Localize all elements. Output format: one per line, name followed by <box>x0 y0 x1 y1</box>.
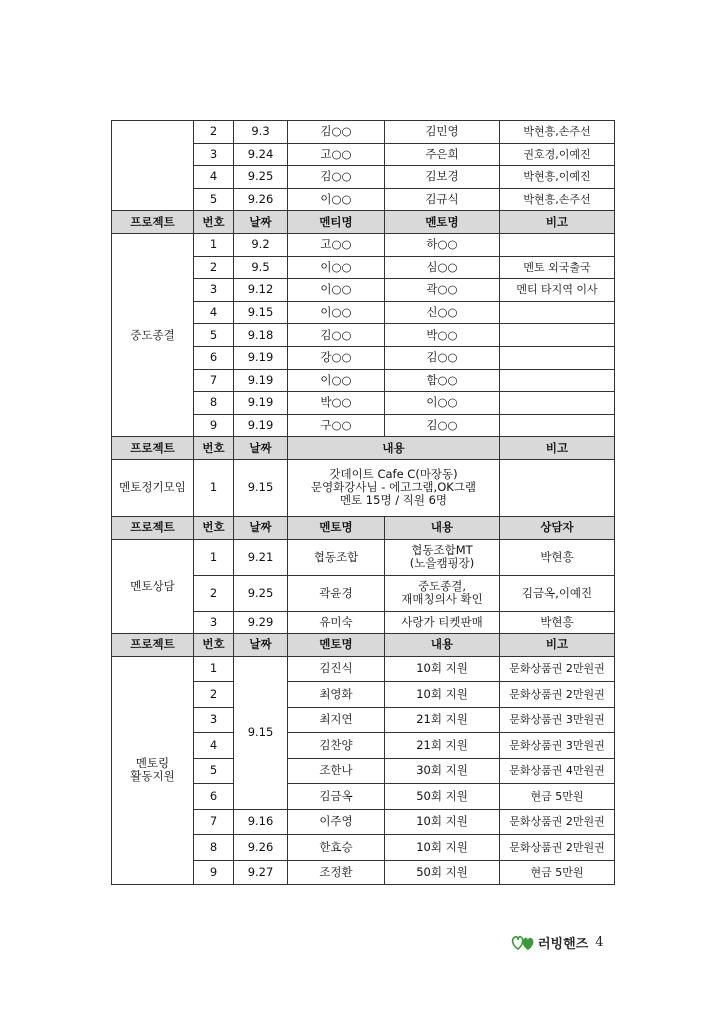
project-cell: 멘토상담 <box>112 539 194 634</box>
header-cell: 내용 <box>385 634 500 657</box>
header-cell: 프로젝트 <box>112 516 194 539</box>
no-cell: 3 <box>194 143 234 166</box>
mentor-cell: 유미숙 <box>288 611 385 634</box>
date-cell: 9.26 <box>234 188 288 211</box>
header-cell: 날짜 <box>234 516 288 539</box>
date-cell: 9.19 <box>234 414 288 437</box>
mentor-cell: 협동조합 <box>288 539 385 575</box>
note-cell <box>500 392 615 415</box>
note-cell: 문화상품권 2만원권 <box>500 835 615 861</box>
header-cell: 번호 <box>194 516 234 539</box>
header-row <box>112 634 615 657</box>
cell-line: 재매칭의사 확인 <box>401 592 483 606</box>
header-cell: 프로젝트 <box>112 437 194 460</box>
mentor-cell: 조정환 <box>288 860 385 884</box>
cell-line: 중도종결, <box>417 579 467 593</box>
header-cell: 번호 <box>194 211 234 234</box>
no-cell: 6 <box>194 784 234 810</box>
no-cell: 3 <box>194 279 234 302</box>
no-cell: 7 <box>194 369 234 392</box>
cell-line: 문영화강사님 - 에고그램,OK그램 <box>310 480 477 495</box>
counselor-cell: 박현흥 <box>500 611 615 634</box>
mentor-cell: 김규식 <box>385 188 500 211</box>
note-cell <box>500 369 615 392</box>
mentor-cell: 한효승 <box>288 835 385 861</box>
header-cell: 멘토명 <box>288 634 385 657</box>
note-cell <box>500 414 615 437</box>
content-cell: 50회 지원 <box>385 860 500 884</box>
note-cell: 문화상품권 2만원권 <box>500 809 615 835</box>
mentor-cell: 박○○ <box>385 324 500 347</box>
mentee-cell: 박○○ <box>288 392 385 415</box>
header-cell: 날짜 <box>234 634 288 657</box>
header-cell: 내용 <box>288 437 500 460</box>
no-cell: 4 <box>194 733 234 759</box>
note-cell: 멘티 타지역 이사 <box>500 279 615 302</box>
header-row <box>112 437 615 460</box>
table-row <box>112 656 615 682</box>
date-cell: 9.21 <box>234 539 288 575</box>
mentee-cell: 이○○ <box>288 301 385 324</box>
brand-name: 러빙핸즈 <box>538 936 589 952</box>
no-cell: 9 <box>194 414 234 437</box>
date-cell: 9.29 <box>234 611 288 634</box>
date-cell: 9.5 <box>234 256 288 279</box>
date-cell: 9.24 <box>234 143 288 166</box>
header-cell: 날짜 <box>234 211 288 234</box>
no-cell: 8 <box>194 392 234 415</box>
mentee-cell: 이○○ <box>288 369 385 392</box>
table-row <box>112 233 615 256</box>
header-cell: 비고 <box>500 211 615 234</box>
content-cell <box>385 611 500 634</box>
cell-line: (노을캠핑장) <box>409 556 475 570</box>
note-cell <box>500 233 615 256</box>
note-cell <box>500 301 615 324</box>
mentee-cell: 이○○ <box>288 188 385 211</box>
date-cell: 9.26 <box>234 835 288 861</box>
note-cell: 문화상품권 2만원권 <box>500 682 615 708</box>
no-cell: 2 <box>194 575 234 611</box>
header-cell: 상담자 <box>500 516 615 539</box>
content-cell: 10회 지원 <box>385 835 500 861</box>
mentor-cell: 곽윤경 <box>288 575 385 611</box>
note-cell: 현금 5만원 <box>500 860 615 884</box>
mentor-cell: 주은희 <box>385 143 500 166</box>
no-cell: 3 <box>194 707 234 733</box>
no-cell: 4 <box>194 166 234 189</box>
no-cell: 2 <box>194 121 234 144</box>
mentoring-report-table <box>111 120 615 885</box>
mentor-cell: 심○○ <box>385 256 500 279</box>
content-cell: 30회 지원 <box>385 758 500 784</box>
table-row <box>112 459 615 516</box>
date-cell: 9.19 <box>234 346 288 369</box>
date-cell: 9.15 <box>234 459 288 516</box>
header-cell: 프로젝트 <box>112 211 194 234</box>
header-cell: 내용 <box>385 516 500 539</box>
note-cell: 박현흥,손주선 <box>500 188 615 211</box>
no-cell: 9 <box>194 860 234 884</box>
mentor-cell: 이주영 <box>288 809 385 835</box>
mentor-cell: 김민영 <box>385 121 500 144</box>
header-row <box>112 211 615 234</box>
note-cell: 문화상품권 4만원권 <box>500 758 615 784</box>
project-cell <box>112 121 194 211</box>
no-cell: 3 <box>194 611 234 634</box>
note-cell: 문화상품권 3만원권 <box>500 707 615 733</box>
mentor-cell: 이○○ <box>385 392 500 415</box>
no-cell: 7 <box>194 809 234 835</box>
no-cell: 5 <box>194 324 234 347</box>
header-cell: 비고 <box>500 437 615 460</box>
date-cell: 9.19 <box>234 392 288 415</box>
project-cell: 멘토정기모임 <box>112 459 194 516</box>
mentor-cell: 최지연 <box>288 707 385 733</box>
no-cell: 8 <box>194 835 234 861</box>
cell-line: 활동지원 <box>130 769 175 784</box>
header-row <box>112 516 615 539</box>
mentee-cell: 이○○ <box>288 279 385 302</box>
date-cell: 9.2 <box>234 233 288 256</box>
date-cell: 9.18 <box>234 324 288 347</box>
no-cell: 2 <box>194 682 234 708</box>
hands-logo-icon <box>511 933 535 951</box>
content-cell: 10회 지원 <box>385 656 500 682</box>
no-cell: 4 <box>194 301 234 324</box>
mentor-cell: 김찬양 <box>288 733 385 759</box>
no-cell: 1 <box>194 656 234 682</box>
content-cell <box>385 575 500 611</box>
no-cell: 1 <box>194 539 234 575</box>
mentee-cell: 김○○ <box>288 121 385 144</box>
header-cell: 멘토명 <box>385 211 500 234</box>
note-cell: 문화상품권 3만원권 <box>500 733 615 759</box>
no-cell: 1 <box>194 459 234 516</box>
cell-line: 멘토링 <box>135 756 170 771</box>
mentee-cell: 김○○ <box>288 166 385 189</box>
page-number: 4 <box>595 934 604 950</box>
date-cell: 9.3 <box>234 121 288 144</box>
no-cell: 2 <box>194 256 234 279</box>
content-cell: 21회 지원 <box>385 707 500 733</box>
mentor-cell: 최영화 <box>288 682 385 708</box>
date-cell: 9.15 <box>234 301 288 324</box>
content-cell: 21회 지원 <box>385 733 500 759</box>
mentee-cell: 강○○ <box>288 346 385 369</box>
mentor-cell: 조한나 <box>288 758 385 784</box>
counselor-cell: 박현흥 <box>500 539 615 575</box>
no-cell: 5 <box>194 758 234 784</box>
date-cell: 9.15 <box>234 656 288 809</box>
counselor-cell: 김금옥,이예진 <box>500 575 615 611</box>
report-table-body <box>112 121 615 885</box>
cell-line: 협동조합MT <box>411 543 473 557</box>
mentee-cell: 고○○ <box>288 233 385 256</box>
date-cell: 9.27 <box>234 860 288 884</box>
mentee-cell: 구○○ <box>288 414 385 437</box>
note-cell <box>500 459 615 516</box>
cell-line: 멘토 15명 / 직원 6명 <box>339 493 448 508</box>
content-cell: 10회 지원 <box>385 809 500 835</box>
cell-line: 갓데이트 Cafe C(마장동) <box>329 467 458 482</box>
date-cell: 9.12 <box>234 279 288 302</box>
date-cell: 9.25 <box>234 575 288 611</box>
content-cell: 50회 지원 <box>385 784 500 810</box>
table-row <box>112 539 615 575</box>
mentor-cell: 신○○ <box>385 301 500 324</box>
header-cell: 번호 <box>194 634 234 657</box>
header-cell: 날짜 <box>234 437 288 460</box>
note-cell: 권호경,이예진 <box>500 143 615 166</box>
mentor-cell: 김보경 <box>385 166 500 189</box>
page-footer <box>511 931 604 953</box>
header-cell: 프로젝트 <box>112 634 194 657</box>
header-cell: 비고 <box>500 634 615 657</box>
project-cell: 중도종결 <box>112 233 194 436</box>
date-cell: 9.25 <box>234 166 288 189</box>
mentor-cell: 김○○ <box>385 346 500 369</box>
no-cell: 6 <box>194 346 234 369</box>
note-cell: 박현흥,이예진 <box>500 166 615 189</box>
note-cell: 멘토 외국출국 <box>500 256 615 279</box>
mentee-cell: 고○○ <box>288 143 385 166</box>
note-cell <box>500 346 615 369</box>
date-cell: 9.16 <box>234 809 288 835</box>
no-cell: 1 <box>194 233 234 256</box>
header-cell: 멘토명 <box>288 516 385 539</box>
header-cell: 멘티명 <box>288 211 385 234</box>
mentor-cell: 곽○○ <box>385 279 500 302</box>
mentor-cell: 김○○ <box>385 414 500 437</box>
mentee-cell: 이○○ <box>288 256 385 279</box>
cell-line: 사랑가 티켓판매 <box>401 614 483 629</box>
no-cell: 5 <box>194 188 234 211</box>
mentee-cell: 김○○ <box>288 324 385 347</box>
content-cell <box>385 539 500 575</box>
note-cell <box>500 324 615 347</box>
header-cell: 번호 <box>194 437 234 460</box>
project-cell <box>112 656 194 884</box>
note-cell: 박현흥,손주선 <box>500 121 615 144</box>
content-cell <box>288 459 500 516</box>
note-cell: 문화상품권 2만원권 <box>500 656 615 682</box>
mentor-cell: 하○○ <box>385 233 500 256</box>
mentor-cell: 김금옥 <box>288 784 385 810</box>
date-cell: 9.19 <box>234 369 288 392</box>
note-cell: 현금 5만원 <box>500 784 615 810</box>
mentor-cell: 김진식 <box>288 656 385 682</box>
content-cell: 10회 지원 <box>385 682 500 708</box>
table-row <box>112 121 615 144</box>
mentor-cell: 함○○ <box>385 369 500 392</box>
